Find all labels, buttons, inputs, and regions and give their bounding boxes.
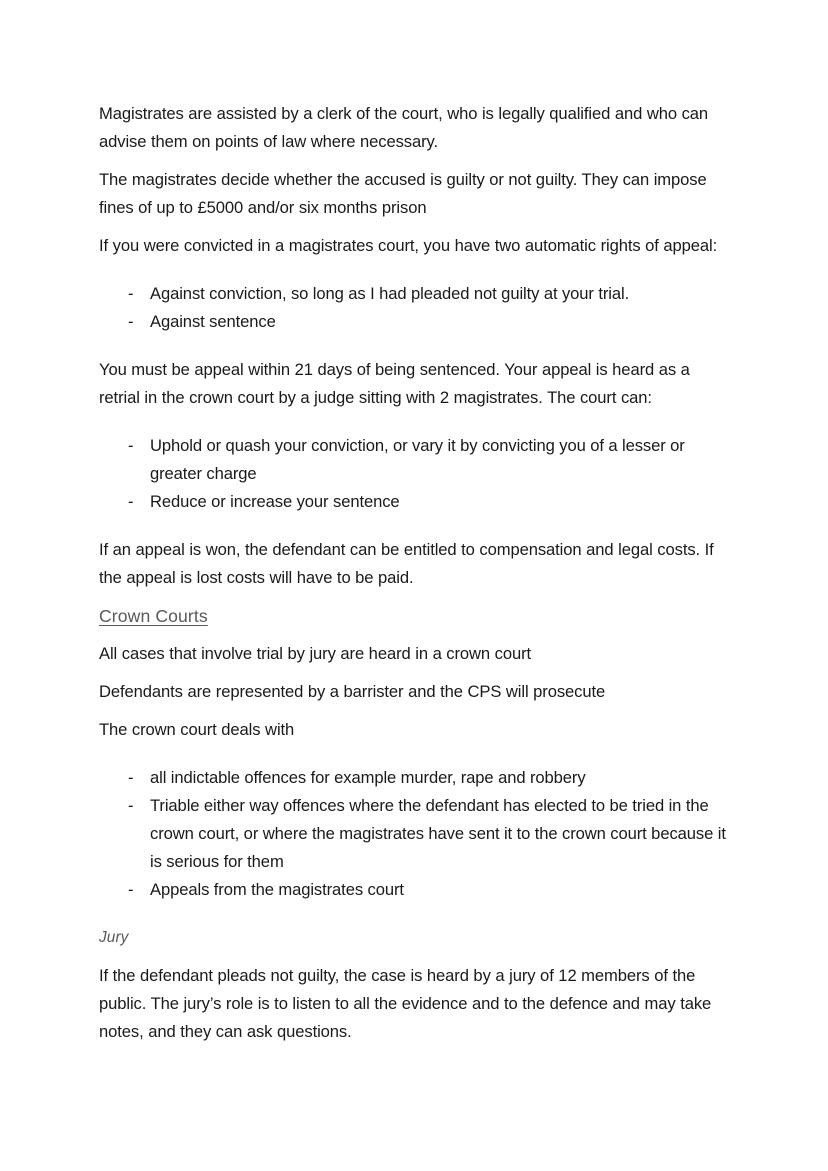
list-item-label: Appeals from the magistrates court — [150, 880, 404, 899]
list-item-label: Reduce or increase your sentence — [150, 492, 400, 511]
list-rights-of-appeal — [99, 280, 729, 336]
dash-marker-icon: - — [128, 796, 134, 815]
list-item — [99, 764, 729, 792]
spacer — [99, 914, 729, 924]
list-item — [99, 432, 729, 488]
paragraph-trial-by-jury: All cases that involve trial by jury are heard in a crown court — [99, 644, 532, 663]
list-court-powers — [99, 432, 729, 516]
subheading-jury: Jury — [99, 929, 129, 946]
paragraph-magistrates-decide: The magistrates decide whether the accused is guilty or not guilty. They can impose fines of up to £5000 and/or six months prison — [99, 170, 707, 217]
list-item — [99, 792, 729, 876]
dash-marker-icon: - — [128, 768, 134, 787]
paragraph-barrister-cps: Defendants are represented by a barrister and the CPS will prosecute — [99, 682, 606, 701]
list-item — [99, 488, 729, 516]
list-item-label: Against sentence — [150, 312, 276, 331]
spacer — [99, 754, 729, 764]
heading-crown-courts-label: Crown Courts — [99, 606, 208, 626]
paragraph-jury-role: If the defendant pleads not guilty, the case is heard by a jury of 12 members of the public. The jury’s role is to listen to all the evidence and to the defence and may take notes, and they can ask questions. — [99, 966, 712, 1041]
dash-marker-icon: - — [128, 312, 134, 331]
list-item-label: Triable either way offences where the defendant has elected to be tried in the crown court, or where the magistrates have sent it to the crown court because it is serious for them — [150, 796, 726, 871]
list-crown-court-business — [99, 764, 729, 904]
paragraph-rights-of-appeal: If you were convicted in a magistrates court, you have two automatic rights of appeal: — [99, 236, 718, 255]
dash-marker-icon: - — [128, 492, 134, 511]
paragraph-appeal-window: You must be appeal within 21 days of being sentenced. Your appeal is heard as a retrial in the crown court by a judge sitting with 2 magistrates. The court can: — [99, 360, 690, 407]
spacer — [99, 270, 729, 280]
paragraph-crown-court-deals-with: The crown court deals with — [99, 720, 295, 739]
dash-marker-icon: - — [128, 436, 134, 455]
list-item-label: all indictable offences for example murder, rape and robbery — [150, 768, 586, 787]
dash-marker-icon: - — [128, 880, 134, 899]
paragraph-appeal-costs: If an appeal is won, the defendant can be entitled to compensation and legal costs. If the appeal is lost costs will have to be paid. — [99, 540, 714, 587]
spacer — [99, 526, 729, 536]
list-item — [99, 308, 729, 336]
heading-crown-courts — [99, 602, 729, 630]
dash-marker-icon: - — [128, 284, 134, 303]
list-item — [99, 876, 729, 904]
list-item-label: Against conviction, so long as I had pleaded not guilty at your trial. — [150, 284, 630, 303]
spacer — [99, 346, 729, 356]
paragraph-magistrates-clerk: Magistrates are assisted by a clerk of the court, who is legally qualified and who can advise them on points of law where necessary. — [99, 104, 709, 151]
list-item — [99, 280, 729, 308]
document-body — [99, 100, 729, 1056]
list-item-label: Uphold or quash your conviction, or vary it by convicting you of a lesser or greater charge — [150, 436, 685, 483]
spacer — [99, 422, 729, 432]
